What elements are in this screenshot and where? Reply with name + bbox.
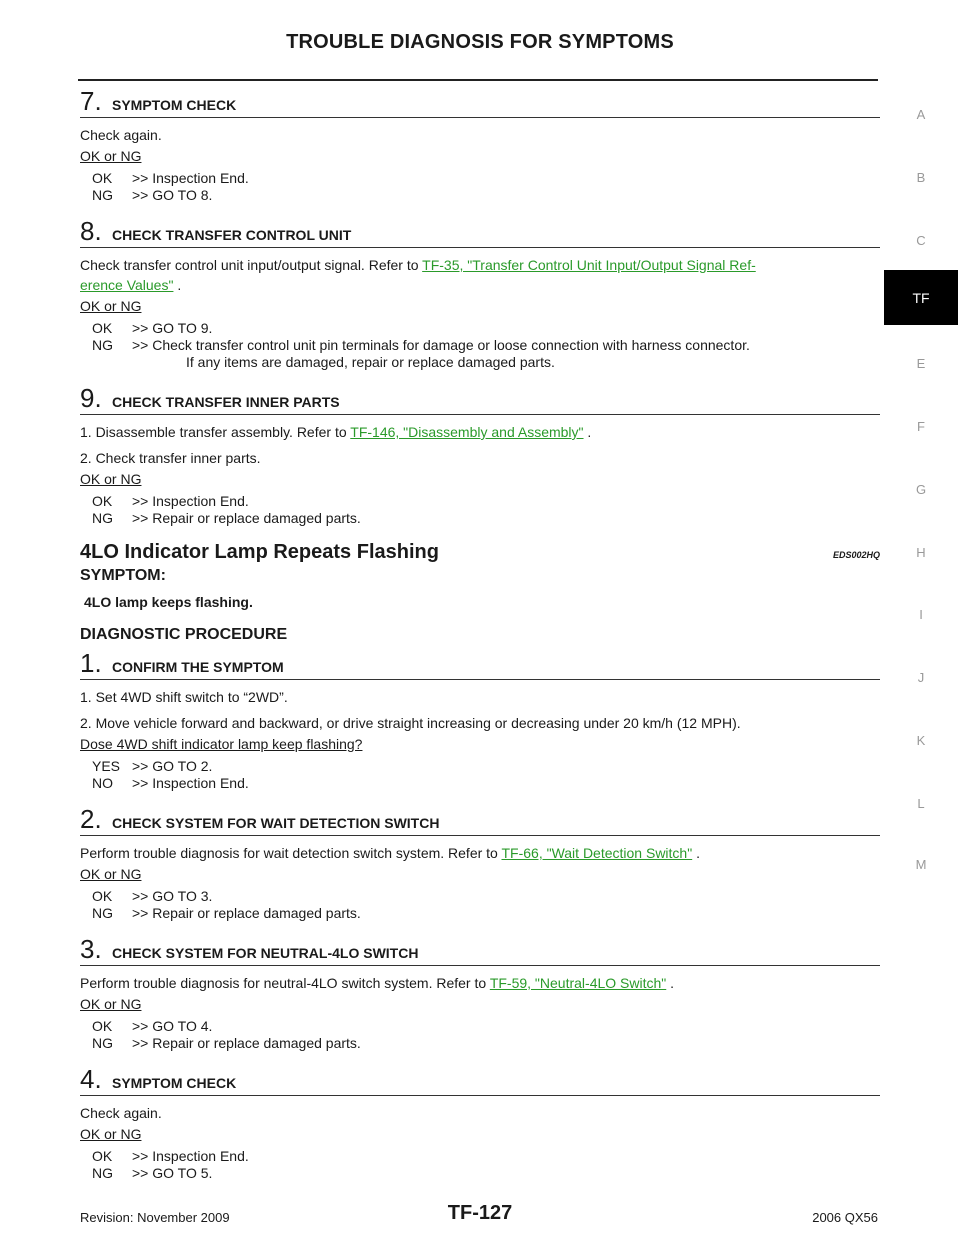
side-tab-e[interactable]: E — [916, 356, 926, 371]
list-item-lead: 1. Disassemble transfer assembly. Refer to — [80, 424, 351, 440]
result-list — [92, 170, 880, 204]
step-number: 3. — [80, 934, 102, 964]
result-value: >> Repair or replace damaged parts. — [132, 905, 361, 921]
result-list — [92, 493, 880, 527]
result-value: >> Repair or replace damaged parts. — [132, 1035, 361, 1051]
side-tab-b[interactable]: B — [916, 170, 926, 185]
ref-link-tf35[interactable]: TF-35, "Transfer Control Unit Input/Output Signal Ref- — [422, 257, 756, 273]
list-item — [80, 422, 880, 442]
step-title: CHECK TRANSFER INNER PARTS — [112, 394, 340, 410]
result-key: NG — [92, 510, 113, 526]
footer-page-number: TF-127 — [447, 1202, 513, 1224]
side-tab-j[interactable]: J — [917, 670, 925, 685]
section-code: EDS002HQ — [832, 550, 880, 560]
result-value: >> Inspection End. — [132, 775, 249, 791]
step-number: 7. — [80, 86, 102, 116]
side-tab-m[interactable]: M — [915, 857, 927, 872]
side-tab-c[interactable]: C — [916, 233, 926, 248]
symptom-text: 4LO lamp keeps flashing. — [84, 594, 253, 610]
section-heading — [80, 541, 880, 564]
step-heading — [80, 383, 880, 415]
result-key: OK — [92, 170, 113, 186]
result-value: >> Inspection End. — [132, 493, 249, 509]
result-list — [92, 1018, 880, 1052]
side-tab-tf-active[interactable]: TF — [884, 270, 958, 325]
step-text-lead: Perform trouble diagnosis for wait detection switch system. Refer to — [80, 845, 502, 861]
check-question: OK or NG — [80, 148, 142, 164]
side-tab-g[interactable]: G — [915, 482, 927, 497]
step-number: 9. — [80, 383, 102, 413]
side-tab-l[interactable]: L — [917, 796, 925, 811]
result-key: OK — [92, 493, 113, 509]
step-text — [80, 973, 880, 993]
result-list — [92, 888, 880, 922]
step-number: 2. — [80, 804, 102, 834]
side-tab-k[interactable]: K — [916, 733, 926, 748]
result-key: NG — [92, 187, 113, 203]
side-tab-i[interactable]: I — [919, 607, 923, 622]
footer-revision: Revision: November 2009 — [80, 1210, 230, 1225]
result-key: NG — [92, 337, 113, 353]
list-item-tail: . — [583, 424, 592, 440]
symptom-heading: SYMPTOM: — [80, 567, 166, 584]
ref-link-tf35-cont[interactable]: erence Values" — [80, 277, 174, 293]
result-key: OK — [92, 320, 113, 336]
step-heading — [80, 216, 880, 248]
step-text — [80, 255, 880, 295]
section-title: 4LO Indicator Lamp Repeats Flashing — [80, 541, 439, 563]
side-tab-h[interactable]: H — [916, 545, 926, 560]
result-value: >> Repair or replace damaged parts. — [132, 510, 361, 526]
diagnostic-heading: DIAGNOSTIC PROCEDURE — [80, 626, 288, 643]
result-value: >> GO TO 2. — [132, 758, 213, 774]
step-number: 4. — [80, 1064, 102, 1094]
check-question: OK or NG — [80, 1126, 142, 1142]
list-item: 2. Check transfer inner parts. — [80, 450, 261, 466]
result-list — [92, 1148, 880, 1182]
check-question: OK or NG — [80, 298, 142, 314]
result-value: >> Inspection End. — [132, 170, 249, 186]
step-text-tail: . — [666, 975, 675, 991]
step-text: Check again. — [80, 127, 162, 143]
result-key: OK — [92, 888, 113, 904]
footer-model: 2006 QX56 — [812, 1210, 878, 1225]
header-rule — [78, 79, 878, 81]
check-question: OK or NG — [80, 471, 142, 487]
result-value: >> GO TO 5. — [132, 1165, 213, 1181]
ref-link-tf146[interactable]: TF-146, "Disassembly and Assembly" — [350, 424, 584, 440]
result-key: OK — [92, 1148, 113, 1164]
list-item: 2. Move vehicle forward and backward, or drive straight increasing or decreasing under 20 km/h (12 MPH). — [80, 715, 741, 731]
step-number: 1. — [80, 648, 102, 678]
step-title: CHECK SYSTEM FOR WAIT DETECTION SWITCH — [112, 815, 440, 831]
step-title: CHECK SYSTEM FOR NEUTRAL-4LO SWITCH — [112, 945, 419, 961]
step-title: CHECK TRANSFER CONTROL UNIT — [112, 227, 352, 243]
step-text-tail: . — [173, 277, 182, 293]
step-heading — [80, 86, 880, 118]
check-question: OK or NG — [80, 866, 142, 882]
result-list — [92, 758, 880, 792]
result-value: >> GO TO 4. — [132, 1018, 213, 1034]
side-tab-f[interactable]: F — [917, 419, 925, 434]
main-content — [80, 86, 880, 1182]
ref-link-tf59[interactable]: TF-59, "Neutral-4LO Switch" — [489, 975, 667, 991]
result-value: >> GO TO 3. — [132, 888, 213, 904]
result-key: OK — [92, 1018, 113, 1034]
step-heading — [80, 648, 880, 680]
ref-link-tf66[interactable]: TF-66, "Wait Detection Switch" — [501, 845, 693, 861]
result-key: NO — [92, 775, 113, 791]
step-text — [80, 843, 880, 863]
result-key: YES — [92, 758, 121, 774]
step-heading — [80, 804, 880, 836]
side-tab-a[interactable]: A — [916, 107, 926, 122]
list-item: 1. Set 4WD shift switch to “2WD”. — [80, 689, 288, 705]
result-list — [92, 320, 880, 371]
step-text-lead: Check transfer control unit input/output signal. Refer to — [80, 257, 423, 273]
step-title: CONFIRM THE SYMPTOM — [112, 659, 284, 675]
step-number: 8. — [80, 216, 102, 246]
result-key: NG — [92, 1035, 113, 1051]
result-value-cont: If any items are damaged, repair or replace damaged parts. — [186, 354, 555, 370]
result-value: >> GO TO 8. — [132, 187, 213, 203]
check-question: Dose 4WD shift indicator lamp keep flashing? — [80, 736, 363, 752]
step-text: Check again. — [80, 1105, 162, 1121]
result-key: NG — [92, 905, 113, 921]
result-value: >> Inspection End. — [132, 1148, 249, 1164]
step-title: SYMPTOM CHECK — [112, 97, 237, 113]
page-title: TROUBLE DIAGNOSIS FOR SYMPTOMS — [286, 31, 674, 53]
step-text-lead: Perform trouble diagnosis for neutral-4LO switch system. Refer to — [80, 975, 490, 991]
step-heading — [80, 1064, 880, 1096]
step-text-tail: . — [692, 845, 700, 861]
step-heading — [80, 934, 880, 966]
result-value: >> Check transfer control unit pin terminals for damage or loose connection with harness connector. — [132, 337, 750, 353]
result-value: >> GO TO 9. — [132, 320, 213, 336]
check-question: OK or NG — [80, 996, 142, 1012]
result-key: NG — [92, 1165, 113, 1181]
step-title: SYMPTOM CHECK — [112, 1075, 237, 1091]
